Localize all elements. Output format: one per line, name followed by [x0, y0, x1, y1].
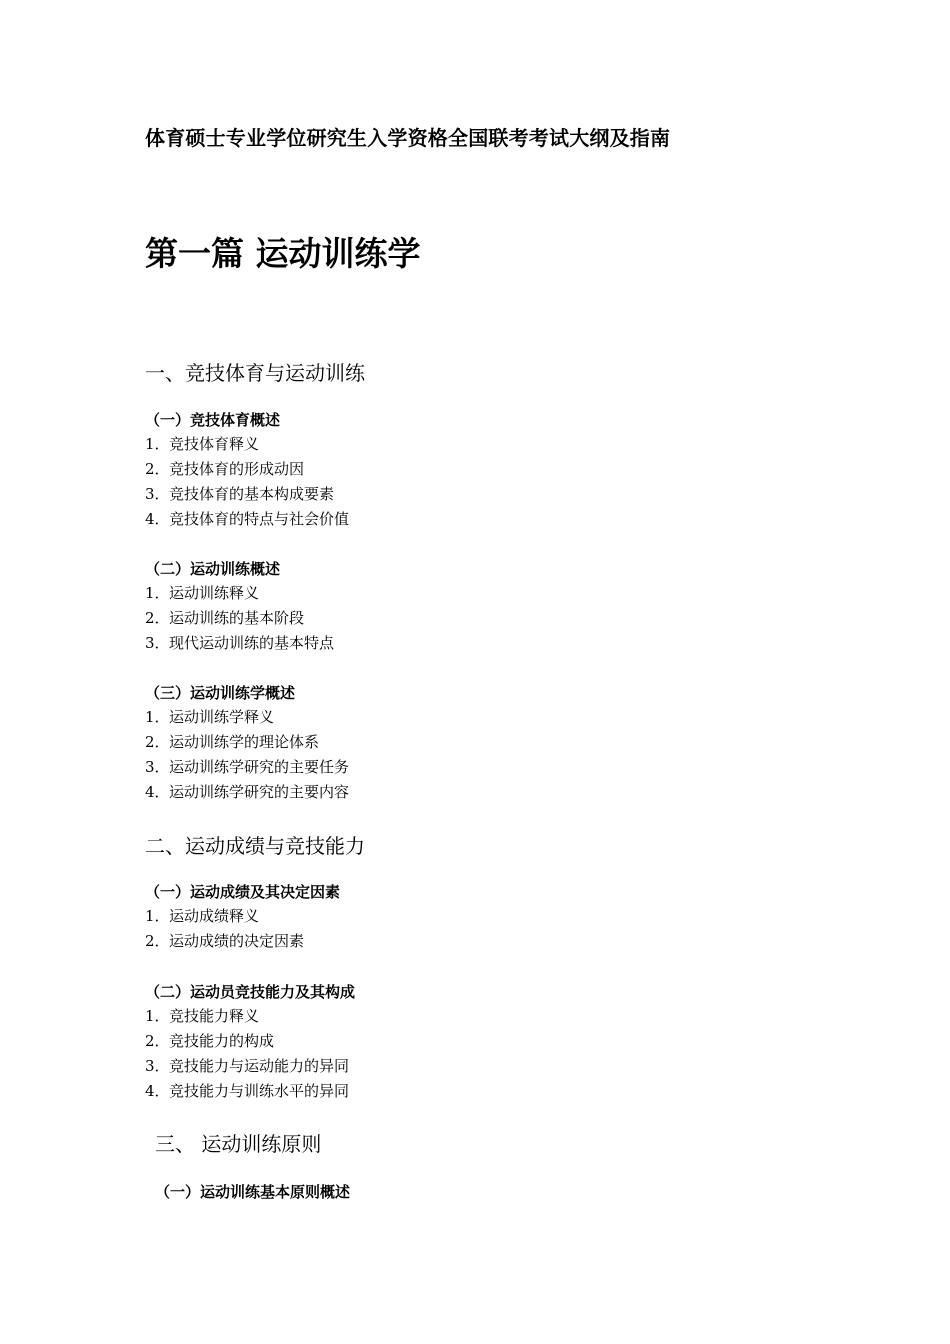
item-number: 2． [145, 1032, 170, 1050]
item-text: 竞技体育的特点与社会价值 [169, 510, 350, 528]
item-text: 运动训练学研究的主要内容 [169, 783, 350, 801]
list-item [145, 607, 304, 628]
item-number: 1． [145, 708, 170, 726]
section-heading: （二）运动员竞技能力及其构成 [145, 983, 356, 1001]
item-text: 运动训练的基本阶段 [169, 609, 305, 627]
item-number: 3． [145, 1057, 170, 1075]
list-item [145, 905, 259, 926]
item-number: 2． [145, 733, 170, 751]
list-item [145, 1005, 259, 1026]
item-text: 运动成绩的决定因素 [169, 932, 305, 950]
list-item [145, 781, 349, 802]
list-item [145, 1080, 349, 1101]
list-item [145, 433, 259, 454]
section-heading: （二）运动训练概述 [145, 560, 281, 578]
item-text: 运动训练学研究的主要任务 [169, 758, 350, 776]
item-text: 竞技能力的构成 [169, 1032, 275, 1050]
item-number: 3． [145, 758, 170, 776]
item-text: 竞技体育释义 [169, 435, 260, 453]
item-text: 竞技体育的形成动因 [169, 460, 305, 478]
item-number: 3． [145, 485, 170, 503]
list-item [145, 458, 304, 479]
item-text: 运动训练释义 [169, 584, 260, 602]
item-text: 竞技体育的基本构成要素 [169, 485, 335, 503]
part-title: 第一篇 运动训练学 [145, 234, 421, 273]
item-text: 运动训练学释义 [169, 708, 275, 726]
document-title: 体育硕士专业学位研究生入学资格全国联考考试大纲及指南 [145, 126, 671, 150]
list-item [145, 582, 259, 603]
item-number: 1． [145, 907, 170, 925]
item-number: 1． [145, 584, 170, 602]
section-heading: （一）竞技体育概述 [145, 411, 281, 429]
list-item [145, 508, 349, 529]
item-number: 4． [145, 783, 170, 801]
item-number: 3． [145, 634, 170, 652]
item-text: 竞技能力与训练水平的异同 [169, 1082, 350, 1100]
item-text: 现代运动训练的基本特点 [169, 634, 335, 652]
section-heading: （一）运动成绩及其决定因素 [145, 883, 341, 901]
item-text: 运动训练学的理论体系 [169, 733, 320, 751]
list-item [145, 731, 319, 752]
chapter-heading: 二、运动成绩与竞技能力 [145, 834, 365, 858]
list-item [145, 930, 304, 951]
list-item [145, 1055, 349, 1076]
item-number: 2． [145, 932, 170, 950]
item-text: 竞技能力与运动能力的异同 [169, 1057, 350, 1075]
item-number: 2． [145, 609, 170, 627]
chapter-heading: 三、 运动训练原则 [155, 1132, 322, 1156]
item-number: 1． [145, 1007, 170, 1025]
section-heading: （三）运动训练学概述 [145, 684, 296, 702]
item-number: 2． [145, 460, 170, 478]
list-item [145, 483, 334, 504]
section-heading: （一）运动训练基本原则概述 [155, 1183, 351, 1201]
chapter-heading: 一、竞技体育与运动训练 [145, 361, 365, 385]
item-text: 竞技能力释义 [169, 1007, 260, 1025]
list-item [145, 632, 334, 653]
list-item [145, 1030, 274, 1051]
item-number: 4． [145, 510, 170, 528]
item-number: 1． [145, 435, 170, 453]
list-item [145, 756, 349, 777]
item-text: 运动成绩释义 [169, 907, 260, 925]
item-number: 4． [145, 1082, 170, 1100]
list-item [145, 706, 274, 727]
